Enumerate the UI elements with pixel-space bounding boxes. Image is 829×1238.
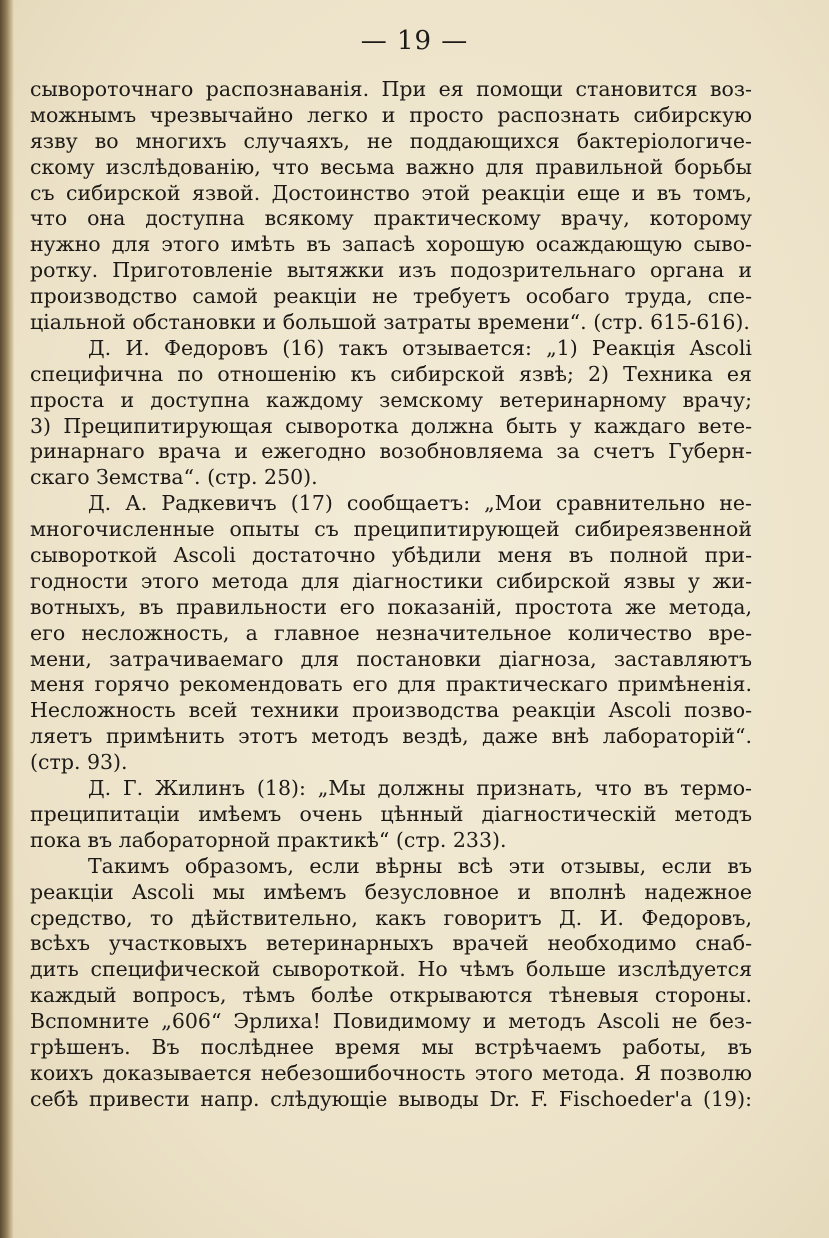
text-line: сывороточнаго распознаванія. При ея помощи становится воз- [30, 77, 752, 101]
text-line: что она доступна всякому практическому врачу, которому [30, 206, 752, 231]
text-line: средство, то дѣйствительно, какъ говоритъ Д. И. Федоровъ, [30, 905, 752, 930]
text-line: пока въ лабораторной практикѣ“ (стр. 233). [30, 827, 507, 852]
text-line: многочисленные опыты съ преципитирующей сибиреязвенной [30, 517, 752, 542]
text-line: скаго Земства“. (стр. 250). [30, 465, 318, 490]
text-line: 3) Преципитирующая сыворотка должна быть у каждаго вете- [30, 413, 752, 438]
text-line: Несложность всей техники производства реакціи Ascoli позво- [30, 698, 752, 723]
text-line: коихъ доказывается небезошибочность этого метода. Я позволю [30, 1060, 752, 1085]
text-line: нужно для этого имѣть въ запасѣ хорошую осаждающую сыво- [30, 232, 752, 257]
text-line: меня горячо рекомендовать его для практическаго примѣненія. [30, 672, 752, 697]
text-line: сывороткой Ascoli достаточно убѣдили меня въ полной при- [30, 543, 752, 568]
text-line: скому изслѣдованію, что весьма важно для правильной борьбы [30, 154, 752, 179]
text-line: можнымъ чрезвычайно легко и просто распознать сибирскую [30, 102, 752, 127]
text-line: Д. А. Радкевичъ (17) сообщаетъ: „Мои сравнительно не- [88, 491, 752, 516]
text-line: годности этого метода для діагностики сибирской язвы у жи- [30, 568, 752, 593]
text-line: себѣ привести напр. слѣдующіе выводы Dr. F. Fischoeder'a (19): [30, 1086, 752, 1111]
text-line: вотныхъ, въ правильности его показаній, простота же метода, [30, 594, 752, 619]
text-line: специфична по отношенію къ сибирской язвѣ; 2) Техника ея [30, 361, 752, 386]
text-line: Д. Г. Жилинъ (18): „Мы должны признать, что въ термо- [88, 776, 752, 801]
page-number: — 19 — [360, 26, 469, 56]
text-line: всѣхъ участковыхъ ветеринарныхъ врачей необходимо снаб- [30, 931, 752, 956]
text-line: Д. И. Федоровъ (16) такъ отзывается: „1) Реакція Ascoli [88, 335, 752, 360]
text-line: Вспомните „606“ Эрлиха! Повидимому и методъ Ascoli не без- [30, 1009, 752, 1034]
text-line: язву во многихъ случаяхъ, не поддающихся бактеріологиче- [30, 128, 752, 153]
text-line: Такимъ образомъ, если вѣрны всѣ эти отзывы, если въ [88, 853, 752, 878]
text-line: проста и доступна каждому земскому ветеринарному врачу; [30, 387, 752, 412]
body-text [30, 77, 752, 1113]
text-line: преципитаціи имѣемъ очень цѣнный діагностическій методъ [30, 801, 752, 826]
text-line: каждый вопросъ, тѣмъ болѣе открываются тѣневыя стороны. [30, 983, 752, 1008]
text-line: дить специфической сывороткой. Но чѣмъ больше изслѣдуется [30, 957, 752, 982]
text-line: производство самой реакціи не требуетъ особаго труда, спе- [30, 284, 752, 309]
text-line: реакціи Ascoli мы имѣемъ безусловное и вполнѣ надежное [30, 879, 752, 904]
text-line: его несложность, а главное незначительное количество вре- [30, 620, 752, 645]
text-line: грѣшенъ. Въ послѣднее время мы встрѣчаемъ работы, въ [30, 1034, 752, 1059]
text-line: ціальной обстановки и большой затраты времени“. (стр. 615-616). [30, 310, 750, 335]
text-line: ринарнаго врача и ежегодно возобновляема за счетъ Губерн- [30, 439, 752, 464]
text-line: (стр. 93). [30, 750, 128, 775]
text-line: ляетъ примѣнить этотъ методъ вездѣ, даже внѣ лабораторій“. [30, 724, 752, 749]
text-line: ротку. Приготовленіе вытяжки изъ подозрительнаго органа и [30, 258, 752, 283]
book-spine-edge [0, 0, 14, 1238]
text-line: съ сибирской язвой. Достоинство этой реакціи еще и въ томъ, [30, 180, 752, 205]
text-line: мени, затрачиваемаго для постановки діагноза, заставляютъ [30, 646, 752, 671]
